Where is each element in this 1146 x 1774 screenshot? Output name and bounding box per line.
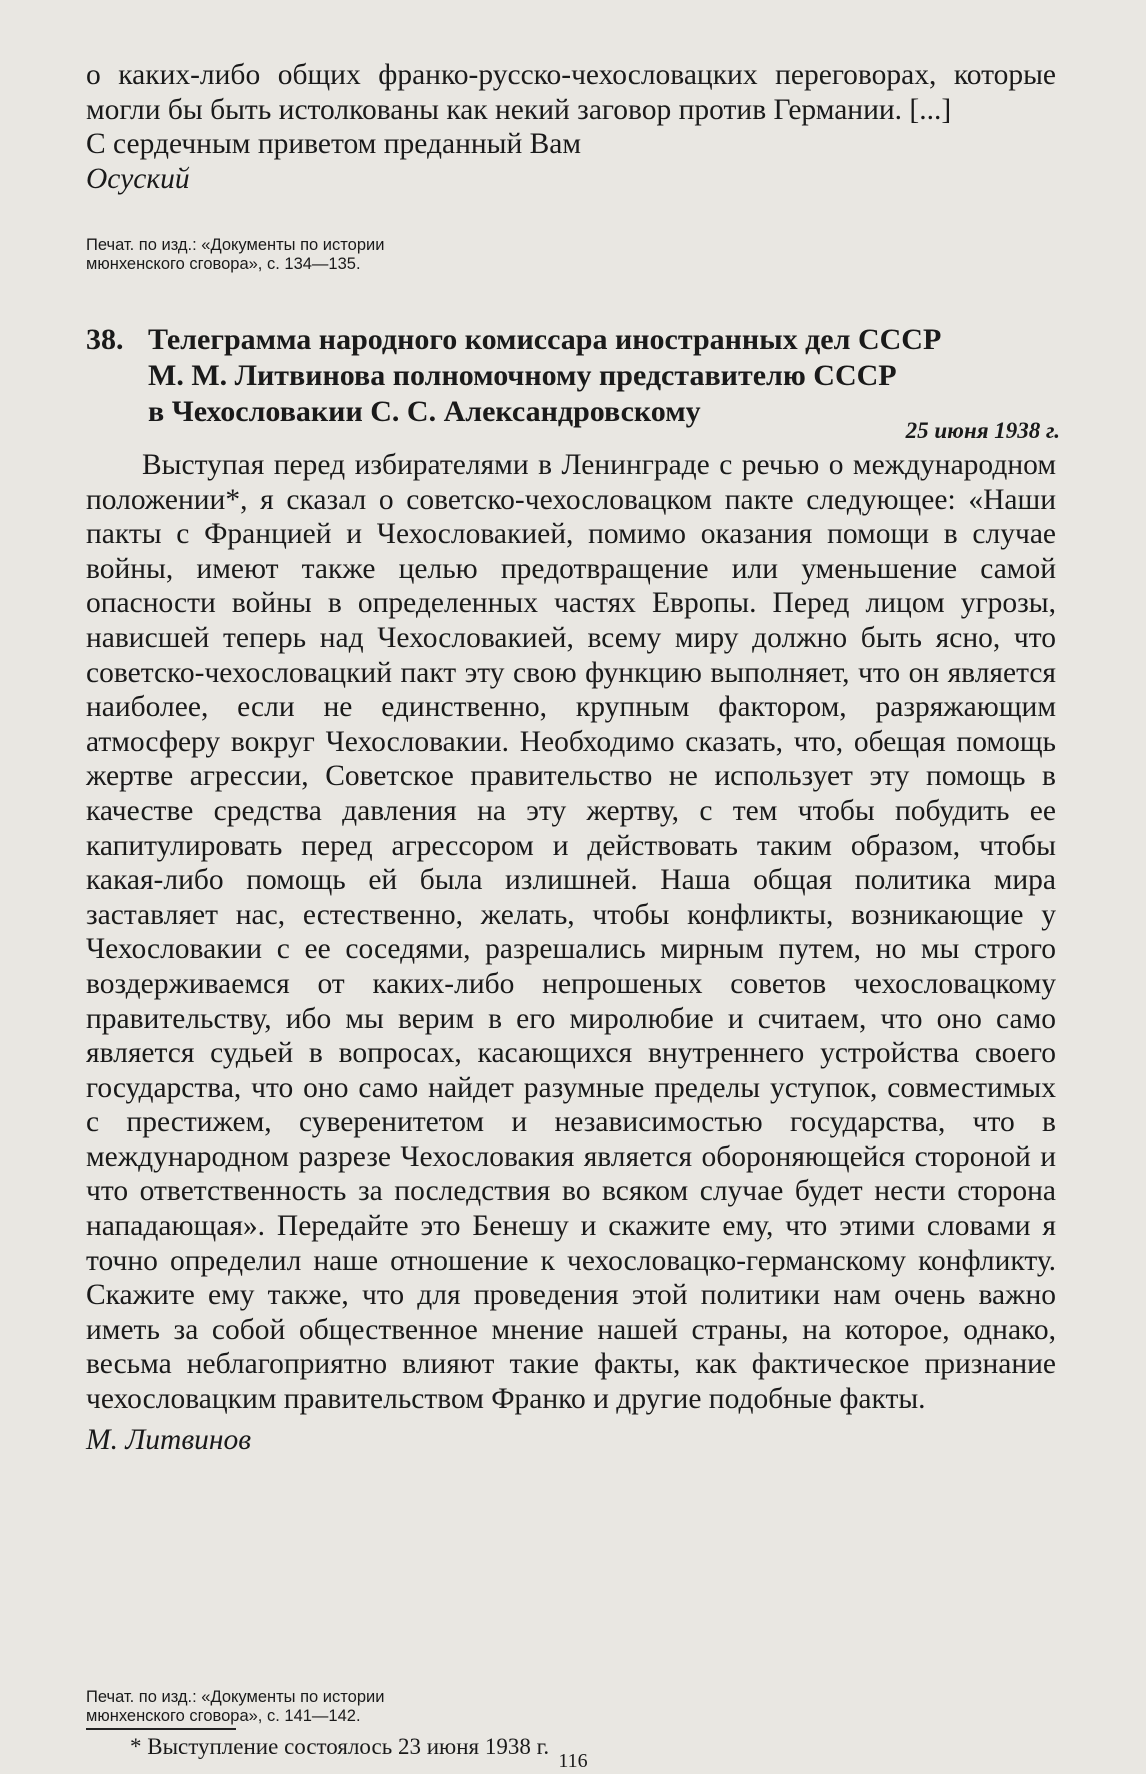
document-source xyxy=(86,1688,1056,1726)
footnote: * Выступление состоялось 23 июня 1938 г. xyxy=(130,1734,550,1759)
document-date: 25 июня 1938 г. xyxy=(905,418,1060,443)
document-title-line: Телеграмма народного комиссара иностранных дел СССР xyxy=(148,323,942,356)
carryover-text: о каких-либо общих франко-русско-чехословацких переговорах, которые могли бы быть истолкованы как некий заговор против Германии. [...] xyxy=(86,59,1056,126)
source-line: мюнхенского сговора», с. 134—135. xyxy=(86,255,361,273)
carryover-signature: Осуский xyxy=(86,162,190,195)
document-heading xyxy=(86,322,1056,430)
carryover-source xyxy=(86,236,1056,274)
document-body xyxy=(86,448,1056,1457)
source-line: Печат. по изд.: «Документы по истории xyxy=(86,236,385,254)
document-title-line: М. М. Литвинова полномочному представителю СССР xyxy=(148,359,897,392)
source-line: Печат. по изд.: «Документы по истории xyxy=(86,1688,385,1706)
document-title-line: в Чехословакии С. С. Александровскому xyxy=(148,395,701,428)
document-number: 38. xyxy=(86,323,124,356)
source-line: мюнхенского сговора», с. 141—142. xyxy=(86,1707,361,1725)
body-paragraph: Выступая перед избирателями в Ленинграде с речью о международном положении*, я сказал о советско-чехословацком пакте следующее: «Наши пакты с Францией и Чехословакией, помимо оказания помощи в случае войны, имеют также целью предотвращение или уменьшение самой опасности войны в определенных частях Европы. Перед лицом угрозы, нависшей теперь над Чехословакией, всему миру должно быть ясно, что советско-чехословацкий пакт эту свою функцию выполняет, что он является наиболее, если не единственно, крупным фактором, разряжающим атмосферу вокруг Чехословакии. Необходимо сказать, что, обещая помощь жертве агрессии, Советское правительство не использует эту помощь в качестве средства давления на эту жертву, с тем чтобы побудить ее капитулировать перед агрессором и действовать таким образом, чтобы какая-либо помощь ей была излишней. Наша общая политика мира заставляет нас, естественно, желать, чтобы конфликты, возникающие у Чехословакии с ее соседями, разрешались мирным путем, но мы строго воздерживаемся от каких-либо непрошеных советов чехословацкому правительству, ибо мы верим в его миролюбие и считаем, что оно само является судьей в вопросах, касающихся внутреннего устройства своего государства, что оно само найдет разумные пределы уступок, совместимых с престижем, суверенитетом и независимостью государства, что в международном разрезе Чехословакия является обороняющейся стороной и что ответственность за последствия во всяком случае будет нести сторона нападающая». Передайте это Бенешу и скажите ему, что этими словами я точно определил наше отношение к чехословацко-германскому конфликту. Скажите ему также, что для проведения этой политики нам очень важно иметь за собой общественное мнение нашей страны, на которое, однако, весьма неблагоприятно влияют такие факты, как фактическое признание чехословацким правительством Франко и другие подобные факты. xyxy=(86,449,1056,1416)
footnote-divider xyxy=(86,1728,236,1730)
page-number: 116 xyxy=(558,1750,588,1772)
carryover-section xyxy=(86,58,1056,196)
closing-line: С сердечным приветом преданный Вам xyxy=(86,128,582,161)
document-signature: М. Литвинов xyxy=(86,1423,252,1456)
